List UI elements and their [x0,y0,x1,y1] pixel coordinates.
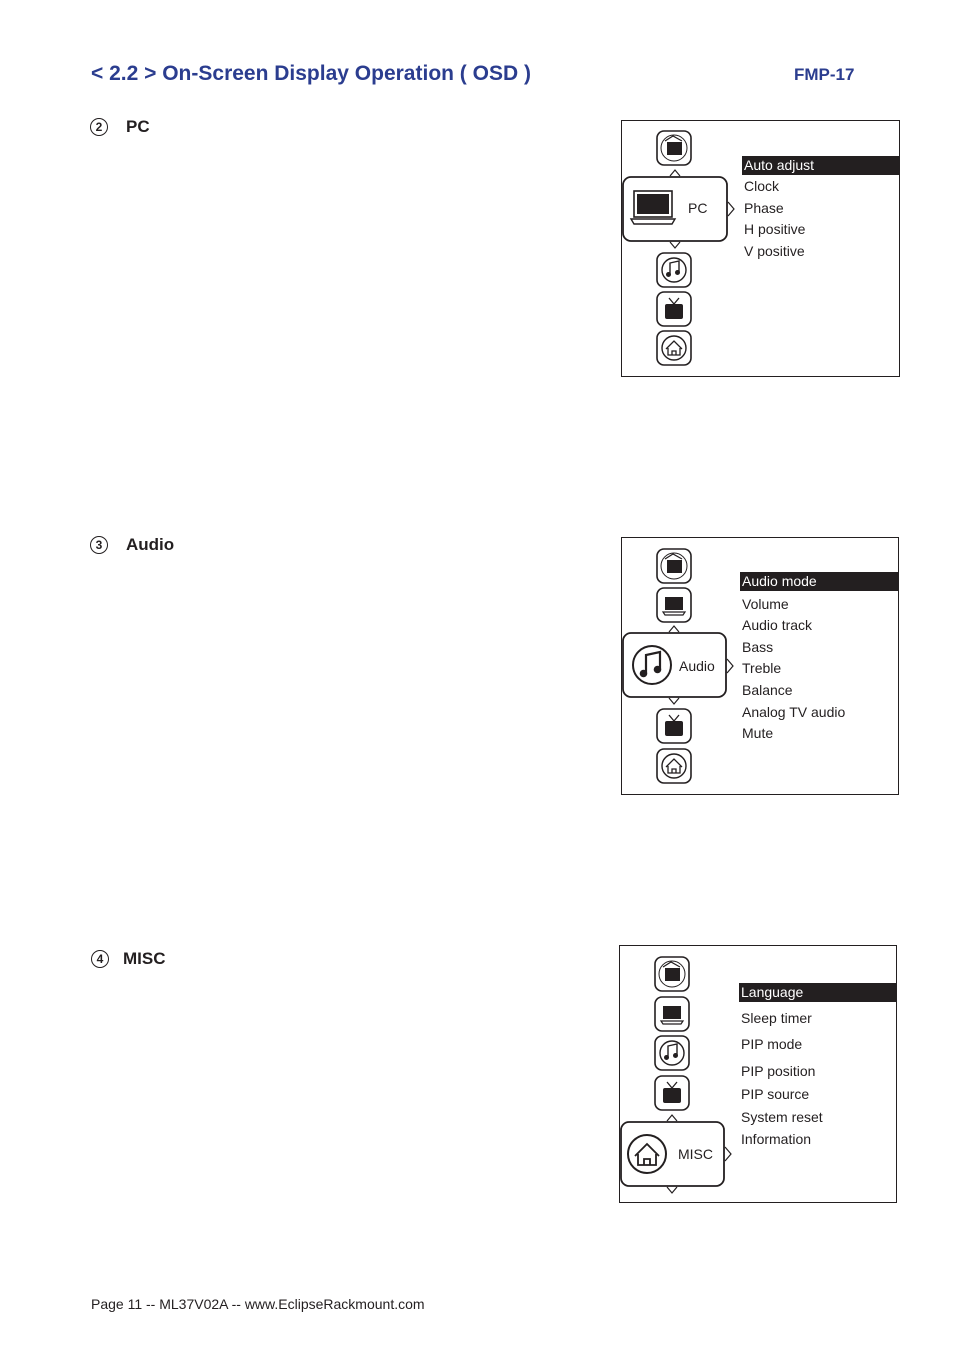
home-icon [628,1135,666,1173]
menu-item-audio-track[interactable]: Audio track [742,617,813,633]
menu-item-audio-mode[interactable]: Audio mode [740,572,898,591]
osd-panel-misc [619,945,897,1203]
selected-category-label: MISC [678,1146,713,1162]
section-number: 3 [90,536,108,554]
menu-item-pip-mode[interactable]: PIP mode [741,1036,803,1052]
tv-icon [657,292,691,326]
home-icon [657,331,691,365]
menu-item-h-positive[interactable]: H positive [744,221,806,237]
picture-icon [655,957,689,991]
osd-panel-pc [621,120,900,377]
menu-item-balance[interactable]: Balance [742,682,793,698]
section-heading-audio [90,535,174,555]
tv-icon [655,1076,689,1110]
pc-monitor-icon [655,997,689,1031]
menu-item-v-positive[interactable]: V positive [744,243,805,259]
section-label: PC [126,117,150,136]
menu-item-analog-tv-audio[interactable]: Analog TV audio [742,704,846,720]
home-icon [657,749,691,783]
page-title: < 2.2 > On-Screen Display Operation ( OSD ) [91,62,531,85]
menu-item-bass[interactable]: Bass [742,639,774,655]
pc-monitor-icon [657,588,691,622]
section-number: 2 [90,118,108,136]
selected-category-label: Audio [679,658,715,674]
selected-category-box [623,177,727,241]
model-label: FMP-17 [794,65,855,84]
pc-monitor-icon [631,191,675,224]
section-number: 4 [91,950,109,968]
picture-icon [657,549,691,583]
menu-item-system-reset[interactable]: System reset [741,1109,823,1125]
osd-panel-audio [621,537,899,795]
menu-item-clock[interactable]: Clock [744,178,780,194]
menu-item-pip-position[interactable]: PIP position [741,1063,816,1079]
menu-item-volume[interactable]: Volume [742,596,789,612]
menu-item-treble[interactable]: Treble [742,660,782,676]
section-heading-pc [90,117,150,137]
picture-icon [657,131,691,165]
music-note-icon [633,646,671,684]
menu-item-mute[interactable]: Mute [742,725,774,741]
page-footer: Page 11 -- ML37V02A -- www.EclipseRackmount.com [91,1296,425,1312]
selected-category-label: PC [688,200,708,216]
tv-icon [657,709,691,743]
menu-item-information[interactable]: Information [741,1131,812,1147]
menu-item-pip-source[interactable]: PIP source [741,1086,810,1102]
section-heading-misc [91,949,166,969]
menu-item-phase[interactable]: Phase [744,200,784,216]
menu-item-sleep-timer[interactable]: Sleep timer [741,1010,812,1026]
menu-item-language[interactable]: Language [739,983,897,1002]
music-note-icon [655,1036,689,1070]
menu-item-auto-adjust[interactable]: Auto adjust [742,156,900,175]
music-note-icon [657,253,691,287]
section-label: MISC [123,949,166,968]
section-label: Audio [126,535,175,554]
